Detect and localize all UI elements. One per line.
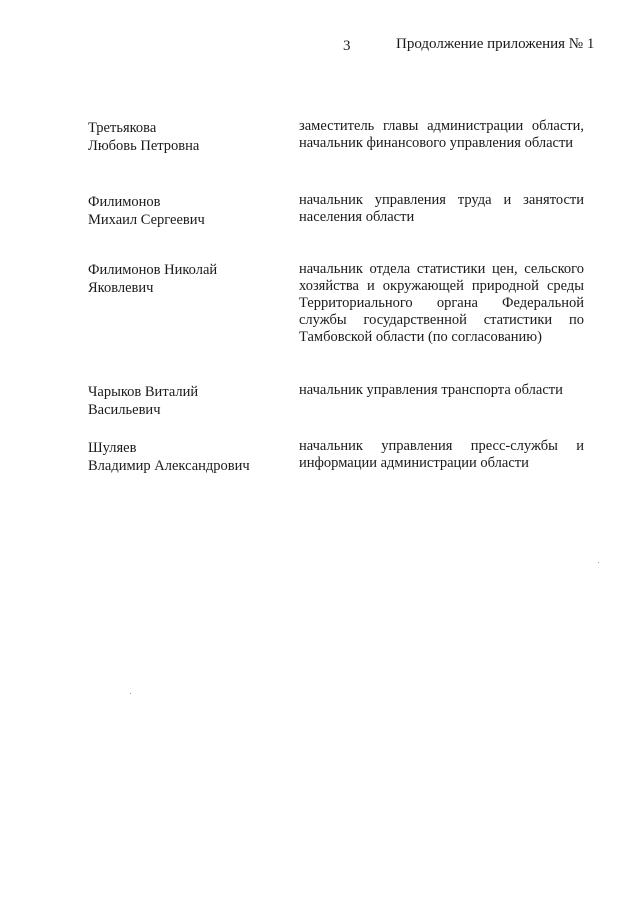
person-name: Чарыков Виталий Васильевич	[88, 384, 199, 418]
person-name: Филимонов Михаил Сергеевич	[88, 194, 205, 228]
scan-speck	[130, 693, 131, 694]
person-position: начальник управления труда и занятости населения области	[299, 192, 584, 225]
person-position: заместитель главы администрации области, начальник финансового управления области	[299, 118, 584, 151]
person-position: начальник управления транспорта области	[299, 382, 563, 398]
page-number: 3	[343, 38, 351, 54]
person-position: начальник отдела статистики цен, сельского хозяйства и окружающей природной среды Территориального органа Федеральной службы государственной статистики по Тамбовской области (по согласованию)	[299, 261, 584, 345]
person-name: Третьякова Любовь Петровна	[88, 120, 200, 154]
person-position: начальник управления пресс-службы и информации администрации области	[299, 438, 584, 471]
continuation-note: Продолжение приложения № 1	[396, 36, 595, 52]
person-name: Шуляев Владимир Александрович	[88, 440, 250, 474]
scan-speck	[598, 562, 599, 563]
person-name: Филимонов Николай Яковлевич	[88, 262, 218, 296]
